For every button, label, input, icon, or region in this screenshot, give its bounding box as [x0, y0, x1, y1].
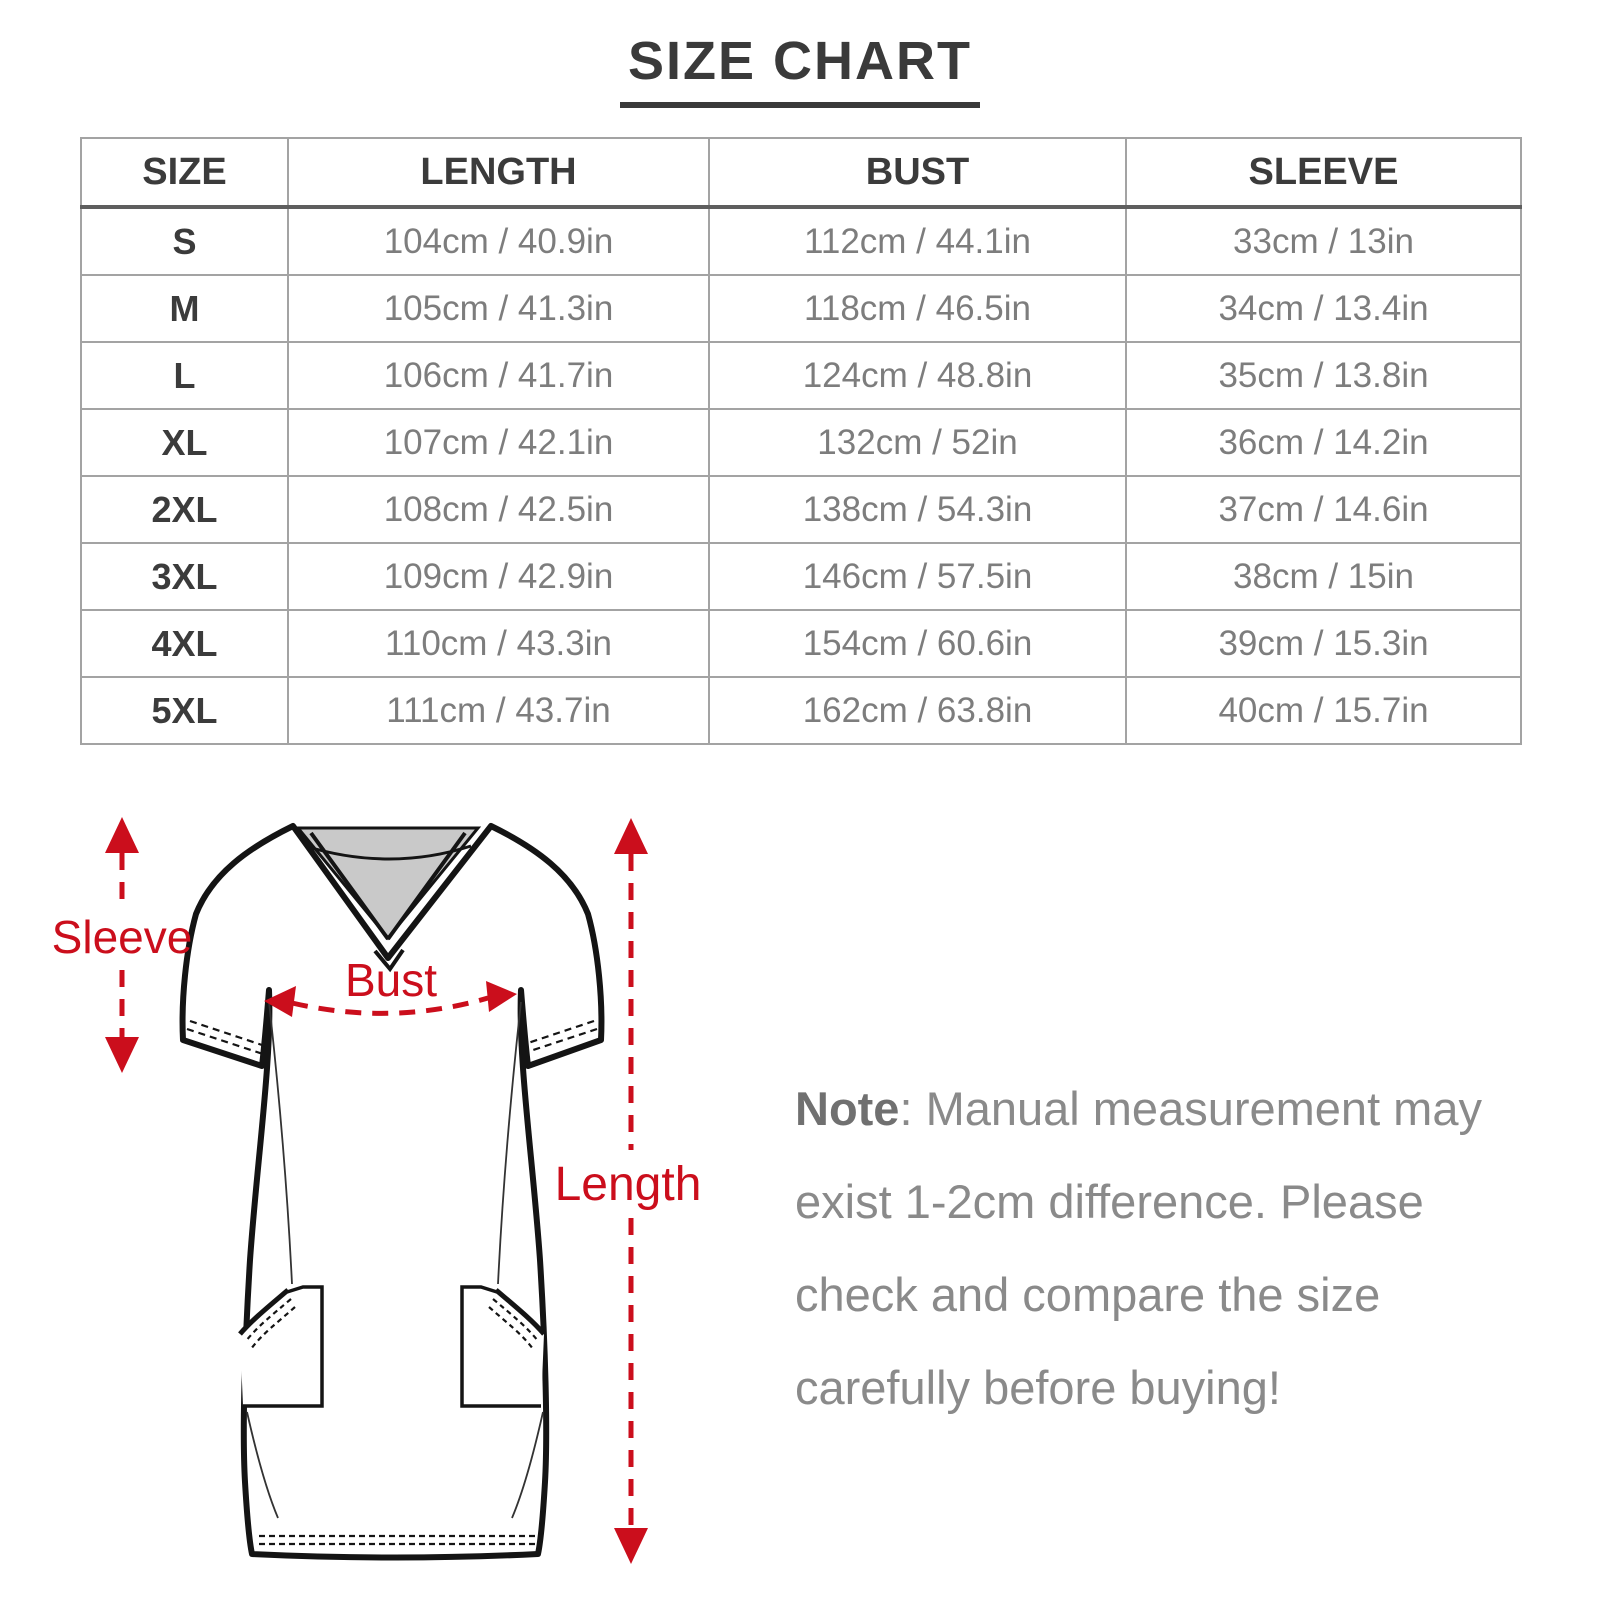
value-cell: 106cm / 41.7in — [288, 342, 709, 409]
value-cell: 118cm / 46.5in — [709, 275, 1126, 342]
sleeve-label: Sleeve — [51, 911, 193, 963]
value-cell: 132cm / 52in — [709, 409, 1126, 476]
size-cell: 3XL — [81, 543, 288, 610]
page-title: SIZE CHART — [620, 30, 980, 108]
value-cell: 124cm / 48.8in — [709, 342, 1126, 409]
size-cell: 5XL — [81, 677, 288, 744]
value-cell: 146cm / 57.5in — [709, 543, 1126, 610]
value-cell: 40cm / 15.7in — [1126, 677, 1521, 744]
value-cell: 110cm / 43.3in — [288, 610, 709, 677]
size-cell: 2XL — [81, 476, 288, 543]
value-cell: 37cm / 14.6in — [1126, 476, 1521, 543]
value-cell: 39cm / 15.3in — [1126, 610, 1521, 677]
value-cell: 107cm / 42.1in — [288, 409, 709, 476]
value-cell: 34cm / 13.4in — [1126, 275, 1521, 342]
note-text: : Manual measurement may exist 1-2cm difference. Please check and compare the size carefully before buying! — [795, 1082, 1482, 1414]
value-cell: 108cm / 42.5in — [288, 476, 709, 543]
size-cell: M — [81, 275, 288, 342]
value-cell: 109cm / 42.9in — [288, 543, 709, 610]
column-header-bust: BUST — [709, 138, 1126, 207]
value-cell: 105cm / 41.3in — [288, 275, 709, 342]
measurement-note — [795, 1062, 1510, 1434]
value-cell: 33cm / 13in — [1126, 207, 1521, 275]
length-label: Length — [554, 1158, 702, 1211]
value-cell: 138cm / 54.3in — [709, 476, 1126, 543]
value-cell: 154cm / 60.6in — [709, 610, 1126, 677]
size-cell: S — [81, 207, 288, 275]
value-cell: 38cm / 15in — [1126, 543, 1521, 610]
note-label: Note — [795, 1082, 900, 1135]
value-cell: 36cm / 14.2in — [1126, 409, 1521, 476]
column-header-sleeve: SLEEVE — [1126, 138, 1521, 207]
value-cell: 35cm / 13.8in — [1126, 342, 1521, 409]
size-cell: XL — [81, 409, 288, 476]
size-cell: 4XL — [81, 610, 288, 677]
value-cell: 111cm / 43.7in — [288, 677, 709, 744]
column-header-length: LENGTH — [288, 138, 709, 207]
column-header-size: SIZE — [81, 138, 288, 207]
value-cell: 104cm / 40.9in — [288, 207, 709, 275]
value-cell: 112cm / 44.1in — [709, 207, 1126, 275]
value-cell: 162cm / 63.8in — [709, 677, 1126, 744]
size-cell: L — [81, 342, 288, 409]
bust-label: Bust — [344, 954, 438, 1006]
